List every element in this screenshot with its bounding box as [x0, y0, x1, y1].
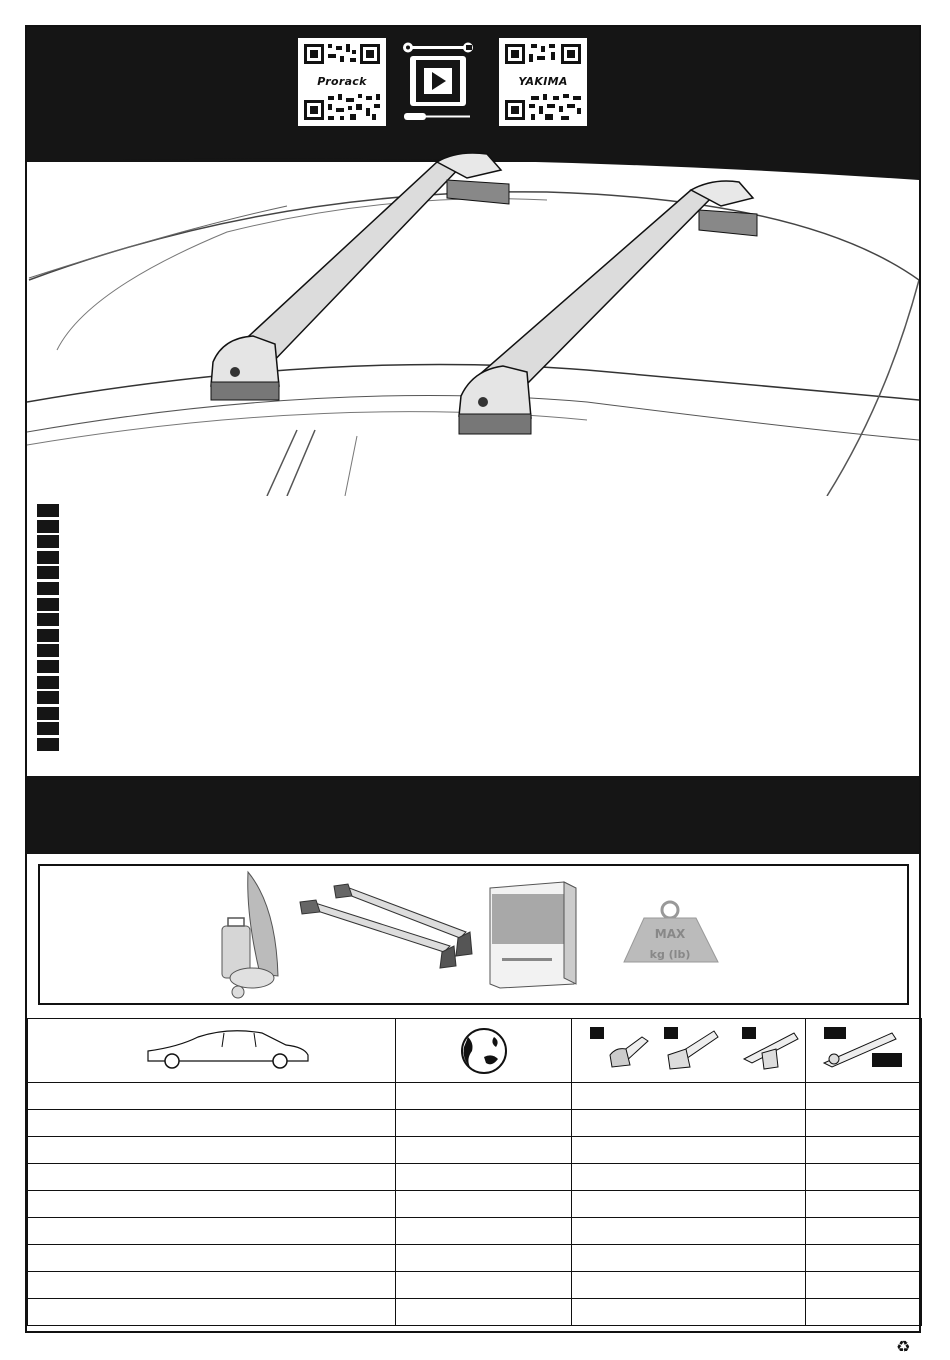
table-cell	[396, 1191, 572, 1218]
bar-profile-icon	[742, 1027, 798, 1069]
table-cell	[572, 1110, 806, 1137]
table-row	[28, 1083, 922, 1110]
bar-profile-icon	[664, 1027, 718, 1069]
language-chip	[37, 629, 59, 642]
table-cell	[28, 1110, 396, 1137]
table-cell	[28, 1299, 396, 1326]
language-chip	[37, 535, 59, 548]
header-vehicle	[28, 1019, 396, 1083]
table-cell	[572, 1191, 806, 1218]
table-cell	[396, 1110, 572, 1137]
table-row	[28, 1110, 922, 1137]
table-cell	[396, 1218, 572, 1245]
table-cell	[572, 1299, 806, 1326]
table-cell	[28, 1191, 396, 1218]
bar-profile-icon	[806, 1019, 922, 1079]
table-cell	[396, 1272, 572, 1299]
sedan-car-icon	[28, 1019, 396, 1079]
table-cell	[28, 1272, 396, 1299]
section-band	[27, 776, 919, 854]
table-cell	[806, 1272, 922, 1299]
wrench-icon	[403, 43, 473, 53]
max-weight-icon	[624, 902, 718, 962]
globe-icon	[396, 1019, 572, 1079]
language-chip	[37, 551, 59, 564]
table-cell	[806, 1083, 922, 1110]
qr-code-yakima[interactable]	[499, 38, 587, 126]
video-play-icon	[398, 40, 478, 124]
language-chip	[37, 613, 59, 626]
table-cell	[806, 1218, 922, 1245]
table-cell	[396, 1299, 572, 1326]
language-chip	[37, 598, 59, 611]
table-row	[28, 1272, 922, 1299]
table-cell	[572, 1218, 806, 1245]
table-cell	[396, 1245, 572, 1272]
weight-unit-label: kg (lb)	[649, 948, 691, 961]
roof-bars-on-car-illustration	[27, 140, 919, 496]
header-bar-types	[572, 1019, 806, 1083]
table-cell	[396, 1083, 572, 1110]
table-cell	[806, 1110, 922, 1137]
roof-bars-illustration	[27, 140, 919, 496]
table-header-row	[28, 1019, 922, 1083]
language-chip	[37, 504, 59, 517]
table-row	[28, 1191, 922, 1218]
header-bar-extra	[806, 1019, 922, 1083]
language-chip	[37, 644, 59, 657]
fitting-kit-box-icon	[490, 882, 576, 988]
language-chip	[37, 738, 59, 751]
bar-profile-icon	[590, 1027, 648, 1067]
vehicle-fit-table	[27, 1018, 921, 1326]
qr-label-yakima: YAKIMA	[503, 74, 583, 90]
table-cell	[806, 1245, 922, 1272]
table-cell	[396, 1164, 572, 1191]
table-cell	[28, 1245, 396, 1272]
table-cell	[572, 1245, 806, 1272]
table-cell	[572, 1083, 806, 1110]
table-cell	[806, 1191, 922, 1218]
recycle-icon: ♻	[896, 1337, 911, 1356]
table-cell	[806, 1137, 922, 1164]
table-row	[28, 1137, 922, 1164]
table-cell	[28, 1083, 396, 1110]
luggage-and-surfboard-icon	[222, 872, 278, 998]
qr-label-prorack: Prorack	[302, 74, 382, 90]
table-cell	[806, 1164, 922, 1191]
weight-max-label: MAX	[654, 927, 686, 941]
language-chip	[37, 691, 59, 704]
table-cell	[572, 1137, 806, 1164]
table-cell	[572, 1164, 806, 1191]
table-row	[28, 1299, 922, 1326]
table-row	[28, 1245, 922, 1272]
roof-bars-icon	[300, 884, 472, 968]
table-row	[28, 1218, 922, 1245]
language-chip	[37, 582, 59, 595]
table-row	[28, 1164, 922, 1191]
table-cell	[806, 1299, 922, 1326]
qr-code-prorack[interactable]	[298, 38, 386, 126]
table-cell	[572, 1272, 806, 1299]
table-cell	[28, 1218, 396, 1245]
language-chip	[37, 676, 59, 689]
video-tutorial-link[interactable]	[398, 40, 478, 124]
screwdriver-icon	[404, 113, 470, 120]
language-chip	[37, 707, 59, 720]
language-chip	[37, 566, 59, 579]
language-chip	[37, 660, 59, 673]
table-cell	[28, 1137, 396, 1164]
header-region	[396, 1019, 572, 1083]
language-list	[37, 504, 61, 754]
language-chip	[37, 520, 59, 533]
table-cell	[28, 1164, 396, 1191]
language-chip	[37, 722, 59, 735]
included-items-box	[38, 864, 909, 1005]
table-cell	[396, 1137, 572, 1164]
